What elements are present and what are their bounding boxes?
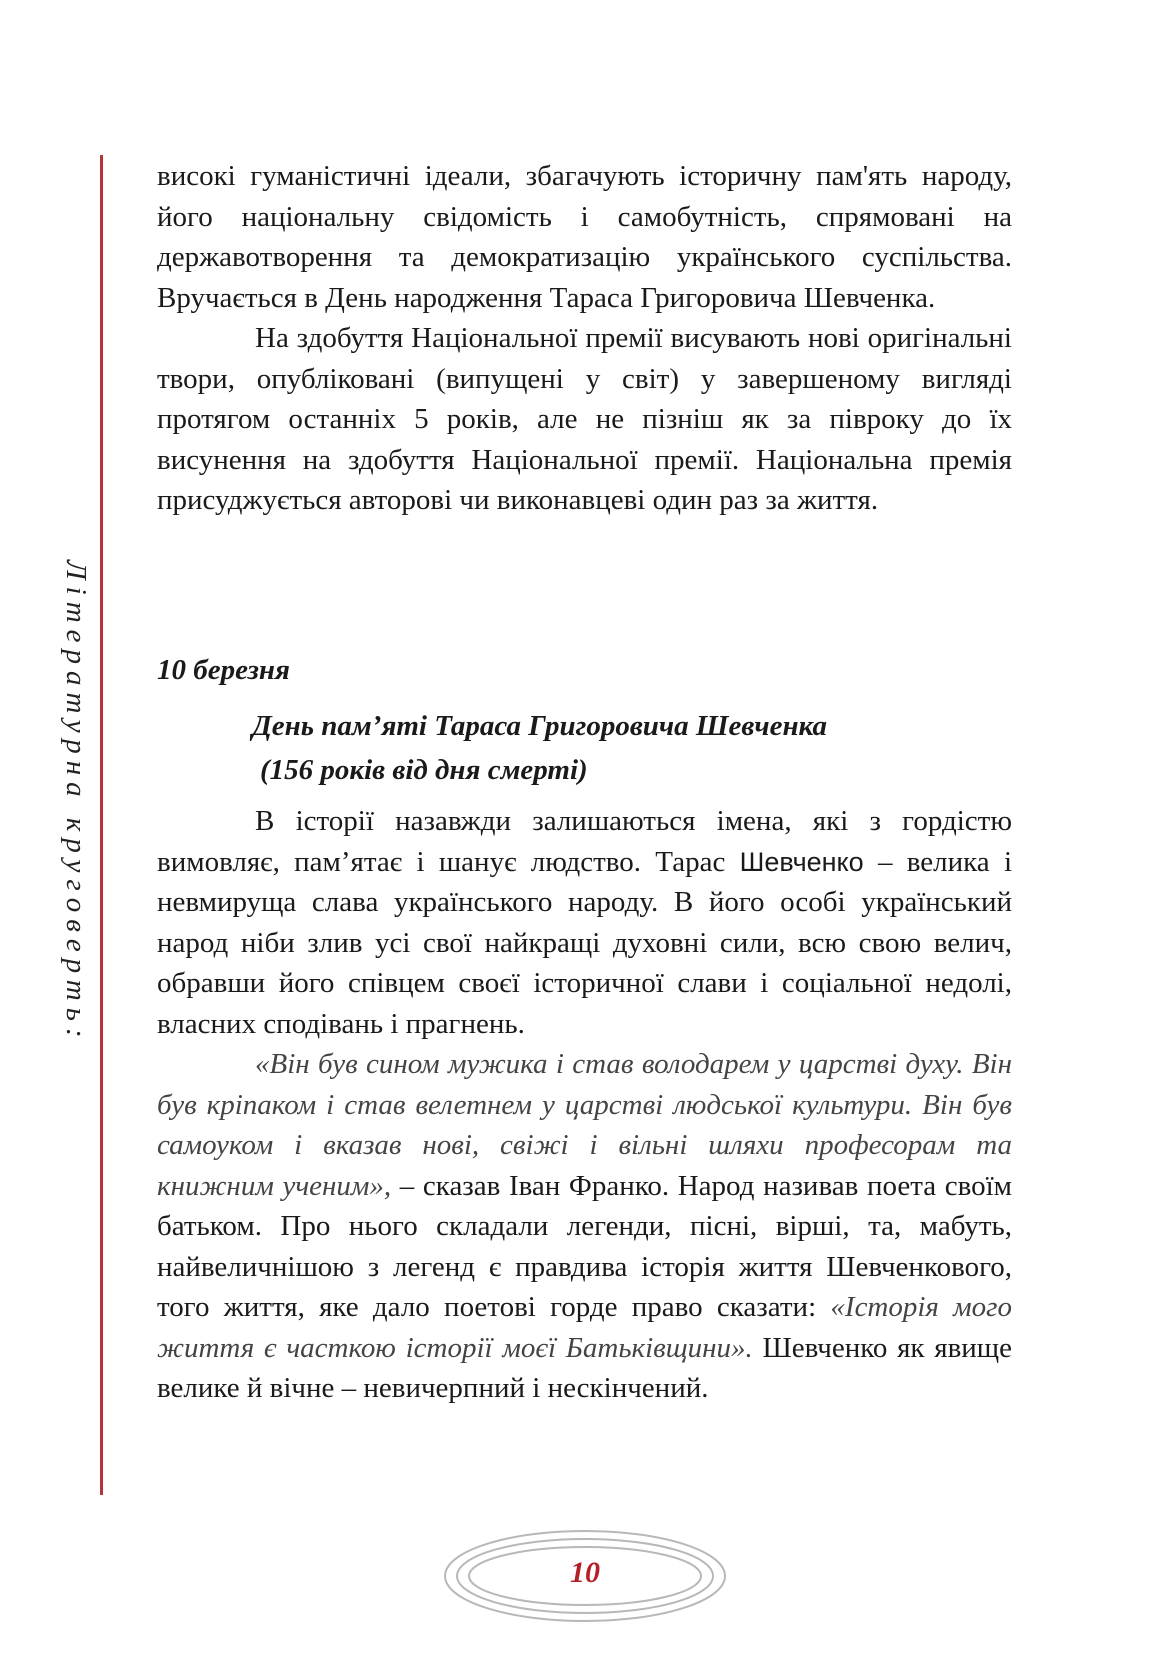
section-heading (252, 704, 1012, 792)
paragraph-prize-nomination: На здобуття Національної премії висувають нові оригінальні твори, опубліковані (випущені у світ) у завершеному вигляді протягом останніх 5 років, але не пізніш як за півроку до їх висунення на здобуття Національної премії. Національна премія присуджується авторові чи виконавцеві один раз за життя. (157, 322, 1012, 516)
paragraph-continued: високі гуманістичні ідеали, збагачують історичну пам'ять народу, його національну свідомість і самобутність, спрямовані на державотворення та демократизацію українського суспільства. Вручається в День народження Тараса Григоровича Шевченка. (157, 160, 1012, 314)
paragraph-franko-quote (157, 1044, 1012, 1409)
sidebar-rule (100, 155, 103, 1495)
page-content (157, 156, 1012, 1404)
paragraph-history (157, 801, 1012, 1044)
running-title: Літературна круговерть: (60, 560, 92, 1045)
paragraph-text: Шевченко як явище велике й вічне – невичерпний і нескінчений. (157, 1331, 1012, 1404)
section-date: 10 березня (157, 654, 290, 686)
paragraph-text: – сказав Іван Франко. Народ називав поета своїм батьком. Про нього складали легенди, пісні, вірші, та, мабуть, найвеличнішою з легенд є правдива історія життя Шевченкового, того життя, яке дало поетові горде право сказати: (157, 1169, 1012, 1323)
paragraph-text: – велика і невмируща слава українського народу. В його особі український народ ніби злив усі свої найкращі духовні сили, всю свою велич, обравши його співцем своєї історичної слави і соціальної недолі, власних сподівань і прагнень. (157, 845, 1012, 1040)
page-number-badge (440, 1526, 730, 1626)
shevchenko-quote: «Історія мого життя є часткою історії моєї Батьківщини». (157, 1291, 1012, 1364)
page-number: 10 (570, 1556, 600, 1589)
section-subtitle: (156 років від дня смерті) (260, 754, 588, 786)
section-body (157, 801, 1012, 1409)
paragraph-text: В історії назавжди залишаються імена, які з гордістю вимовляє, пам’ятає і шанує людство. Тарас (157, 805, 1012, 878)
shevchenko-name: Шевченко (739, 846, 864, 877)
section-title: День пам’яті Тараса Григоровича Шевченка (252, 710, 828, 742)
franko-quote: «Він був сином мужика і став володарем у царстві духу. Він був кріпаком і став велетнем у царстві людської культури. Він був самоуком і вказав нові, свіжі і вільні шляхи професорам та книжним ученим», (157, 1048, 1012, 1202)
